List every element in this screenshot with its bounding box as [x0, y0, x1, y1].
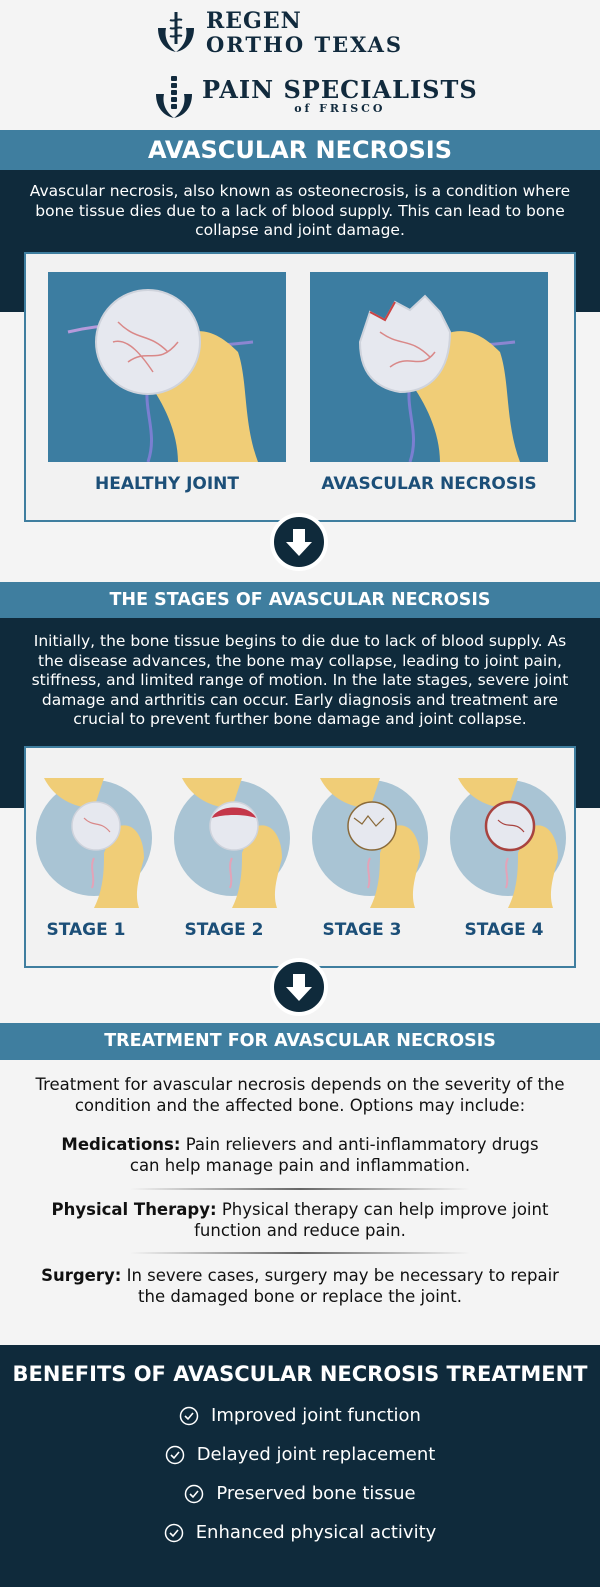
pain-specialists-logo[interactable]	[150, 72, 478, 120]
check-circle-icon	[165, 1445, 185, 1465]
stage-4-image	[448, 768, 568, 908]
arrow-down-icon	[274, 517, 324, 567]
benefit-item	[0, 1522, 600, 1543]
healthy-joint-image	[48, 272, 286, 462]
arrow-down-icon	[274, 962, 324, 1012]
down-arrow-1	[270, 513, 328, 571]
down-arrow-2	[270, 958, 328, 1016]
stage-3-label: STAGE 3	[322, 920, 402, 940]
treatment-item-text: In severe cases, surgery may be necessary to repair the damaged bone or replace the joint.	[121, 1266, 559, 1306]
benefit-text: Enhanced physical activity	[195, 1522, 437, 1543]
header	[0, 0, 600, 130]
treatment-item-label: Surgery:	[41, 1266, 122, 1285]
benefit-item	[0, 1483, 600, 1504]
treatment-item-label: Medications:	[61, 1135, 181, 1154]
check-circle-icon	[184, 1484, 204, 1504]
logo1-line1: REGEN	[206, 7, 302, 34]
stage-1-image	[34, 768, 154, 908]
stages-panel	[24, 746, 576, 968]
logo2-line2: of FRISCO	[294, 102, 386, 115]
stage-4-label: STAGE 4	[464, 920, 544, 940]
healthy-joint-caption: HEALTHY JOINT	[95, 474, 239, 494]
divider	[130, 1188, 470, 1190]
intro-text: Avascular necrosis, also known as osteonecrosis, is a condition where bone tissue dies due to a lack of blood supply. This can lead to bone collapse and joint damage.	[29, 182, 571, 239]
treatment-item-physical-therapy	[0, 1199, 600, 1241]
check-circle-icon	[179, 1406, 199, 1426]
stage-2-image	[172, 768, 292, 908]
benefits-section	[0, 1345, 600, 1587]
treatment-title: TREATMENT FOR AVASCULAR NECROSIS	[0, 1023, 600, 1060]
stage-3-image	[310, 768, 430, 908]
logo1-line2: ORTHO TEXAS	[206, 31, 404, 57]
benefit-text: Delayed joint replacement	[196, 1444, 436, 1465]
treatment-item-text: Physical therapy can help improve joint function and reduce pain.	[194, 1200, 549, 1240]
treatment-item-text: Pain relievers and anti-inflammatory drugs can help manage pain and inflammation.	[129, 1135, 539, 1175]
check-circle-icon	[164, 1523, 184, 1543]
treatment-item-medications	[0, 1134, 600, 1176]
divider	[130, 1252, 470, 1254]
necrosis-caption: AVASCULAR NECROSIS	[321, 474, 537, 494]
regen-ortho-logo[interactable]	[152, 8, 403, 56]
benefits-title: BENEFITS OF AVASCULAR NECROSIS TREATMENT	[12, 1362, 588, 1386]
treatment-intro: Treatment for avascular necrosis depends on the severity of the condition and the affected bone. Options may include:	[35, 1075, 565, 1115]
benefit-text: Improved joint function	[211, 1405, 421, 1426]
treatment-item-surgery	[0, 1265, 600, 1307]
logo-spine-icon	[150, 72, 198, 120]
stages-title: THE STAGES OF AVASCULAR NECROSIS	[0, 582, 600, 618]
stage-2-label: STAGE 2	[184, 920, 264, 940]
joint-comparison-panel	[24, 252, 576, 522]
logo2-line1: PAIN SPECIALISTS	[202, 75, 478, 104]
stages-text: Initially, the bone tissue begins to die due to lack of blood supply. As the disease advances, the bone may collapse, leading to joint pain, stiffness, and limited range of motion. In the late stages, severe joint damage and arthritis can occur. Early diagnosis and treatment are crucial to prevent further bone damage and joint collapse.	[31, 632, 569, 728]
treatment-item-label: Physical Therapy:	[51, 1200, 217, 1219]
stage-1-label: STAGE 1	[46, 920, 126, 940]
intro-title: AVASCULAR NECROSIS	[0, 130, 600, 170]
logo-hands-icon	[152, 8, 200, 56]
necrosis-joint-image	[310, 272, 548, 462]
benefit-item	[0, 1405, 600, 1426]
benefit-item	[0, 1444, 600, 1465]
benefit-text: Preserved bone tissue	[216, 1483, 416, 1504]
